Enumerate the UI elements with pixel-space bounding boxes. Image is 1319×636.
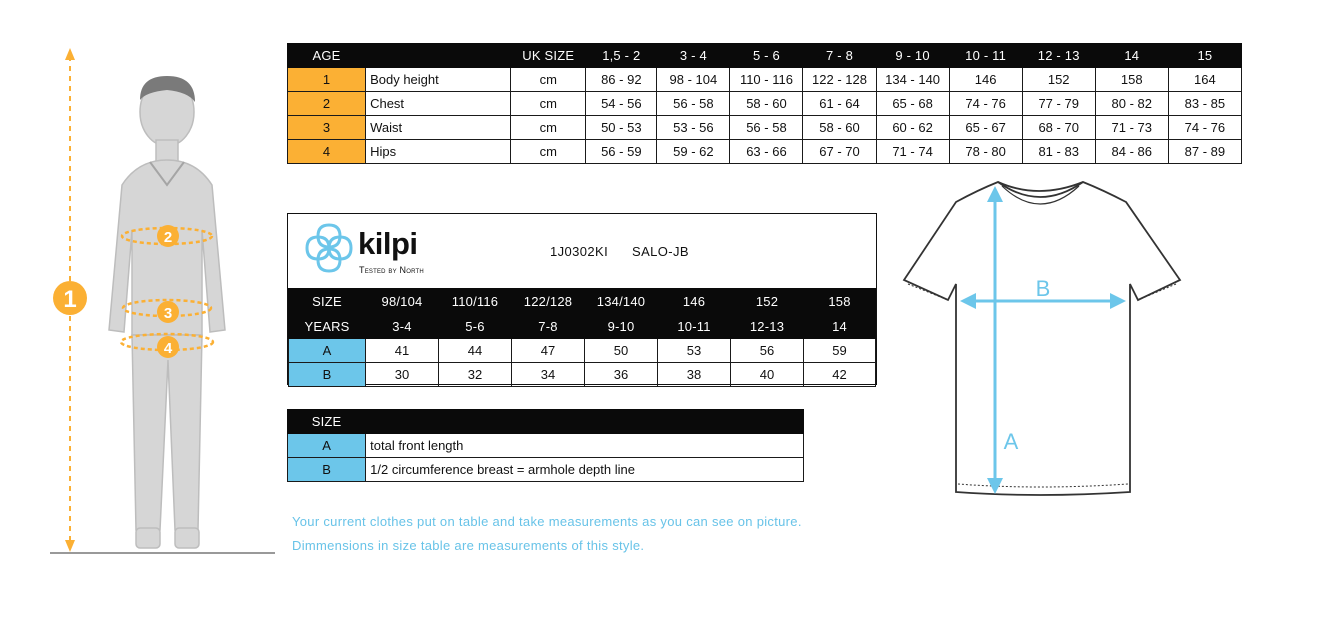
cell: 58 - 60 bbox=[803, 116, 876, 140]
row-number: 3 bbox=[288, 116, 366, 140]
cell: 42 bbox=[804, 363, 876, 387]
years-cell: 9-10 bbox=[585, 314, 658, 339]
cell: 67 - 70 bbox=[803, 140, 876, 164]
size-cell: 146 bbox=[658, 289, 731, 314]
row-number: 2 bbox=[288, 92, 366, 116]
cell: 65 - 67 bbox=[949, 116, 1022, 140]
header-age-6: 10 - 11 bbox=[949, 44, 1022, 68]
size-cell: 98/104 bbox=[366, 289, 439, 314]
cell: 110 - 116 bbox=[730, 68, 803, 92]
cell: 63 - 66 bbox=[730, 140, 803, 164]
row-label: Waist bbox=[366, 116, 511, 140]
header-age-4: 7 - 8 bbox=[803, 44, 876, 68]
size-cell: 158 bbox=[804, 289, 876, 314]
cell: 60 - 62 bbox=[876, 116, 949, 140]
legend-text: 1/2 circumference breast = armhole depth line bbox=[366, 458, 804, 482]
marker-1 bbox=[53, 281, 87, 315]
years-label: YEARS bbox=[289, 314, 366, 339]
legend-text: total front length bbox=[366, 434, 804, 458]
cell: 58 - 60 bbox=[730, 92, 803, 116]
cell: 122 - 128 bbox=[803, 68, 876, 92]
row-label: Chest bbox=[366, 92, 511, 116]
style-name: SALO-JB bbox=[632, 244, 689, 259]
svg-text:3: 3 bbox=[163, 305, 173, 322]
cell: 86 - 92 bbox=[586, 68, 657, 92]
header-uk-size: UK SIZE bbox=[511, 44, 586, 68]
cell: 36 bbox=[585, 363, 658, 387]
years-row bbox=[289, 314, 876, 339]
size-cell: 134/140 bbox=[585, 289, 658, 314]
cell: 68 - 70 bbox=[1022, 116, 1095, 140]
tshirt-label-a: A bbox=[1003, 429, 1019, 454]
cell: 146 bbox=[949, 68, 1022, 92]
size-cell: 122/128 bbox=[512, 289, 585, 314]
table-row bbox=[288, 434, 804, 458]
cell: 59 bbox=[804, 339, 876, 363]
cell: 80 - 82 bbox=[1095, 92, 1168, 116]
cell: 40 bbox=[731, 363, 804, 387]
marker-3 bbox=[157, 301, 179, 323]
cell: 87 - 89 bbox=[1168, 140, 1241, 164]
cell: 44 bbox=[439, 339, 512, 363]
table-row bbox=[289, 363, 876, 387]
style-measurements-table bbox=[288, 288, 876, 387]
years-cell: 3-4 bbox=[366, 314, 439, 339]
table-row bbox=[288, 116, 1242, 140]
row-unit: cm bbox=[511, 92, 586, 116]
table-row bbox=[289, 339, 876, 363]
cell: 53 bbox=[658, 339, 731, 363]
cell: 56 bbox=[731, 339, 804, 363]
row-label: A bbox=[289, 339, 366, 363]
cell: 74 - 76 bbox=[1168, 116, 1241, 140]
cell: 32 bbox=[439, 363, 512, 387]
row-number: 4 bbox=[288, 140, 366, 164]
cell: 53 - 56 bbox=[657, 116, 730, 140]
row-unit: cm bbox=[511, 140, 586, 164]
table-row bbox=[288, 68, 1242, 92]
row-unit: cm bbox=[511, 68, 586, 92]
years-cell: 5-6 bbox=[439, 314, 512, 339]
cell: 41 bbox=[366, 339, 439, 363]
cell: 71 - 74 bbox=[876, 140, 949, 164]
svg-text:1: 1 bbox=[63, 286, 77, 313]
size-label: SIZE bbox=[289, 289, 366, 314]
marker-2 bbox=[157, 225, 179, 247]
legend-header: SIZE bbox=[288, 410, 366, 434]
header-age-3: 5 - 6 bbox=[730, 44, 803, 68]
cell: 84 - 86 bbox=[1095, 140, 1168, 164]
tshirt-label-b: B bbox=[1035, 276, 1051, 301]
header-age-1: 1,5 - 2 bbox=[586, 44, 657, 68]
cell: 50 - 53 bbox=[586, 116, 657, 140]
years-cell: 7-8 bbox=[512, 314, 585, 339]
header-age-5: 9 - 10 bbox=[876, 44, 949, 68]
cell: 71 - 73 bbox=[1095, 116, 1168, 140]
years-cell: 14 bbox=[804, 314, 876, 339]
cell: 98 - 104 bbox=[657, 68, 730, 92]
size-cell: 152 bbox=[731, 289, 804, 314]
cell: 61 - 64 bbox=[803, 92, 876, 116]
legend-label: A bbox=[288, 434, 366, 458]
legend-label: B bbox=[288, 458, 366, 482]
cell: 59 - 62 bbox=[657, 140, 730, 164]
cell: 54 - 56 bbox=[586, 92, 657, 116]
cell: 56 - 58 bbox=[657, 92, 730, 116]
cell: 81 - 83 bbox=[1022, 140, 1095, 164]
tshirt-measurement-diagram bbox=[898, 172, 1188, 502]
row-label: B bbox=[289, 363, 366, 387]
size-row bbox=[289, 289, 876, 314]
svg-text:4: 4 bbox=[163, 340, 173, 357]
cell: 47 bbox=[512, 339, 585, 363]
years-cell: 10-11 bbox=[658, 314, 731, 339]
child-body-measurement-figure bbox=[40, 40, 280, 560]
cell: 152 bbox=[1022, 68, 1095, 92]
cell: 158 bbox=[1095, 68, 1168, 92]
cell: 56 - 59 bbox=[586, 140, 657, 164]
size-cell: 110/116 bbox=[439, 289, 512, 314]
brand-tagline: Tested by North bbox=[359, 265, 424, 275]
row-unit: cm bbox=[511, 116, 586, 140]
cell: 65 - 68 bbox=[876, 92, 949, 116]
legend-header-blank bbox=[366, 410, 804, 434]
header-age: AGE bbox=[288, 44, 366, 68]
kilpi-knot-icon bbox=[302, 219, 356, 277]
table-row bbox=[288, 458, 804, 482]
size-chart-header bbox=[288, 44, 1242, 68]
cell: 30 bbox=[366, 363, 439, 387]
header-blank bbox=[366, 44, 511, 68]
age-size-chart bbox=[287, 43, 1242, 164]
cell: 78 - 80 bbox=[949, 140, 1022, 164]
svg-text:2: 2 bbox=[163, 229, 173, 246]
row-label: Body height bbox=[366, 68, 511, 92]
table-row bbox=[288, 140, 1242, 164]
cell: 164 bbox=[1168, 68, 1241, 92]
row-number: 1 bbox=[288, 68, 366, 92]
row-label: Hips bbox=[366, 140, 511, 164]
brand-logo-text: kilpi bbox=[358, 226, 418, 261]
cell: 56 - 58 bbox=[730, 116, 803, 140]
legend-header-row bbox=[288, 410, 804, 434]
cell: 74 - 76 bbox=[949, 92, 1022, 116]
cell: 50 bbox=[585, 339, 658, 363]
note-dimensions: Dimmensions in size table are measurements of this style. bbox=[292, 538, 645, 553]
header-age-9: 15 bbox=[1168, 44, 1241, 68]
note-measure-instruction: Your current clothes put on table and take measurements as you can see on picture. bbox=[292, 514, 802, 529]
measurement-legend-table bbox=[287, 409, 804, 482]
marker-4 bbox=[157, 336, 179, 358]
table-row bbox=[288, 92, 1242, 116]
cell: 38 bbox=[658, 363, 731, 387]
style-code: 1J0302KI bbox=[550, 244, 609, 259]
years-cell: 12-13 bbox=[731, 314, 804, 339]
cell: 77 - 79 bbox=[1022, 92, 1095, 116]
header-age-8: 14 bbox=[1095, 44, 1168, 68]
header-age-7: 12 - 13 bbox=[1022, 44, 1095, 68]
cell: 83 - 85 bbox=[1168, 92, 1241, 116]
cell: 34 bbox=[512, 363, 585, 387]
cell: 134 - 140 bbox=[876, 68, 949, 92]
header-age-2: 3 - 4 bbox=[657, 44, 730, 68]
